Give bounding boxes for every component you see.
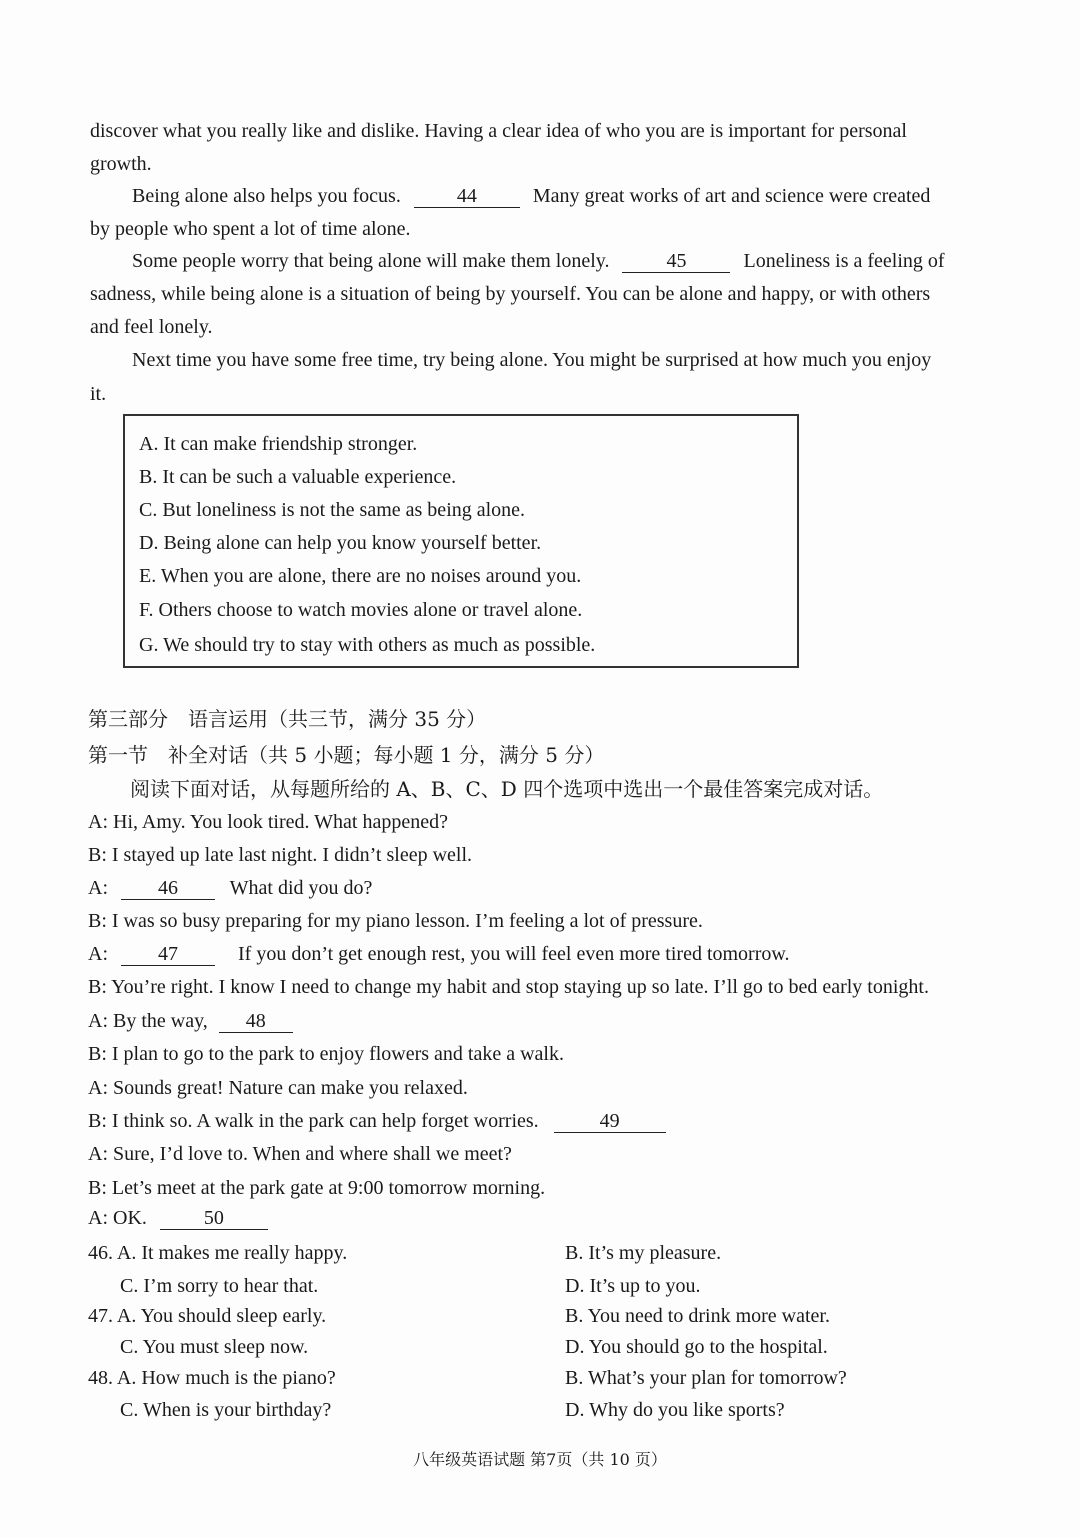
dialogue-text: What did you do? (229, 877, 373, 899)
dialogue-line-11: A: Sure, I’d love to. When and where shall we meet? (88, 1143, 512, 1165)
section-instruction: 阅读下面对话，从每题所给的 A、B、C、D 四个选项中选出一个最佳答案完成对话。 (130, 777, 884, 801)
option-b: B. It can be such a valuable experience. (139, 466, 457, 488)
passage-text: Some people worry that being alone will make them lonely. (132, 250, 610, 272)
passage-line-4: by people who spent a lot of time alone. (90, 218, 411, 240)
q48-option-a: 48. A. How much is the piano? (88, 1367, 336, 1389)
passage-line-2: growth. (90, 153, 152, 175)
dialogue-text: B: I think so. A walk in the park can help forget worries. (88, 1110, 539, 1132)
option-d: D. Being alone can help you know yourself better. (139, 532, 542, 554)
section-heading: 第三部分 语言运用（共三节，满分 35 分） (88, 707, 487, 731)
dialogue-line-4: B: I was so busy preparing for my piano lesson. I’m feeling a lot of pressure. (88, 910, 703, 932)
q46-option-d: D. It’s up to you. (565, 1275, 701, 1297)
dialogue-line-10 (88, 1108, 666, 1134)
passage-paragraph-2 (132, 183, 930, 209)
q46-option-c: C. I’m sorry to hear that. (120, 1275, 319, 1297)
blank-45[interactable]: 45 (622, 250, 730, 273)
dialogue-line-13 (88, 1205, 268, 1231)
passage-line-9: it. (90, 383, 107, 405)
q48-option-b: B. What’s your plan for tomorrow? (565, 1367, 847, 1389)
passage-text: Loneliness is a feeling of (743, 250, 945, 272)
dialogue-text: A: By the way, (88, 1010, 208, 1032)
passage-text: Being alone also helps you focus. (132, 185, 401, 207)
speaker-label: A: (88, 877, 108, 899)
dialogue-line-9: A: Sounds great! Nature can make you relaxed. (88, 1077, 468, 1099)
option-e: E. When you are alone, there are no noises around you. (139, 565, 582, 587)
dialogue-text: If you don’t get enough rest, you will feel even more tired tomorrow. (238, 943, 790, 965)
section-sub-heading: 第一节 补全对话（共 5 小题；每小题 1 分，满分 5 分） (88, 743, 605, 767)
dialogue-text: A: OK. (88, 1207, 147, 1229)
passage-line-1: discover what you really like and dislike. Having a clear idea of who you are is important for personal (90, 120, 907, 142)
passage-text: Many great works of art and science were created (532, 185, 931, 207)
dialogue-line-8: B: I plan to go to the park to enjoy flowers and take a walk. (88, 1043, 564, 1065)
q47-option-c: C. You must sleep now. (120, 1336, 309, 1358)
q46-option-b: B. It’s my pleasure. (565, 1242, 722, 1264)
page-footer: 八年级英语试题 第7页（共 10 页） (413, 1450, 667, 1469)
passage-line-7: and feel lonely. (90, 316, 213, 338)
q46-option-a: 46. A. It makes me really happy. (88, 1242, 348, 1264)
dialogue-line-3 (88, 875, 372, 901)
passage-line-8: Next time you have some free time, try being alone. You might be surprised at how much you enjoy (132, 349, 932, 371)
option-g: G. We should try to stay with others as much as possible. (139, 634, 596, 656)
q48-option-d: D. Why do you like sports? (565, 1399, 785, 1421)
blank-46[interactable]: 46 (121, 877, 215, 900)
dialogue-line-2: B: I stayed up late last night. I didn’t sleep well. (88, 844, 473, 866)
dialogue-line-6: B: You’re right. I know I need to change my habit and stop staying up so late. I’ll go to bed early tonight. (88, 976, 929, 998)
blank-49[interactable]: 49 (554, 1110, 666, 1133)
blank-48[interactable]: 48 (219, 1010, 293, 1033)
dialogue-line-7 (88, 1008, 293, 1034)
dialogue-line-1: A: Hi, Amy. You look tired. What happened? (88, 811, 448, 833)
option-a: A. It can make friendship stronger. (139, 433, 418, 455)
dialogue-line-5 (88, 941, 790, 967)
speaker-label: A: (88, 943, 108, 965)
passage-paragraph-3 (132, 248, 945, 274)
answer-options-box (123, 414, 799, 668)
q47-option-b: B. You need to drink more water. (565, 1305, 830, 1327)
q48-option-c: C. When is your birthday? (120, 1399, 332, 1421)
blank-47[interactable]: 47 (121, 943, 215, 966)
q47-option-a: 47. A. You should sleep early. (88, 1305, 327, 1327)
blank-44[interactable]: 44 (414, 185, 520, 208)
passage-line-6: sadness, while being alone is a situation of being by yourself. You can be alone and happy, or with others (90, 283, 931, 305)
blank-50[interactable]: 50 (160, 1207, 268, 1230)
option-f: F. Others choose to watch movies alone or travel alone. (139, 599, 583, 621)
option-c: C. But loneliness is not the same as being alone. (139, 499, 526, 521)
q47-option-d: D. You should go to the hospital. (565, 1336, 828, 1358)
dialogue-line-12: B: Let’s meet at the park gate at 9:00 tomorrow morning. (88, 1177, 546, 1199)
